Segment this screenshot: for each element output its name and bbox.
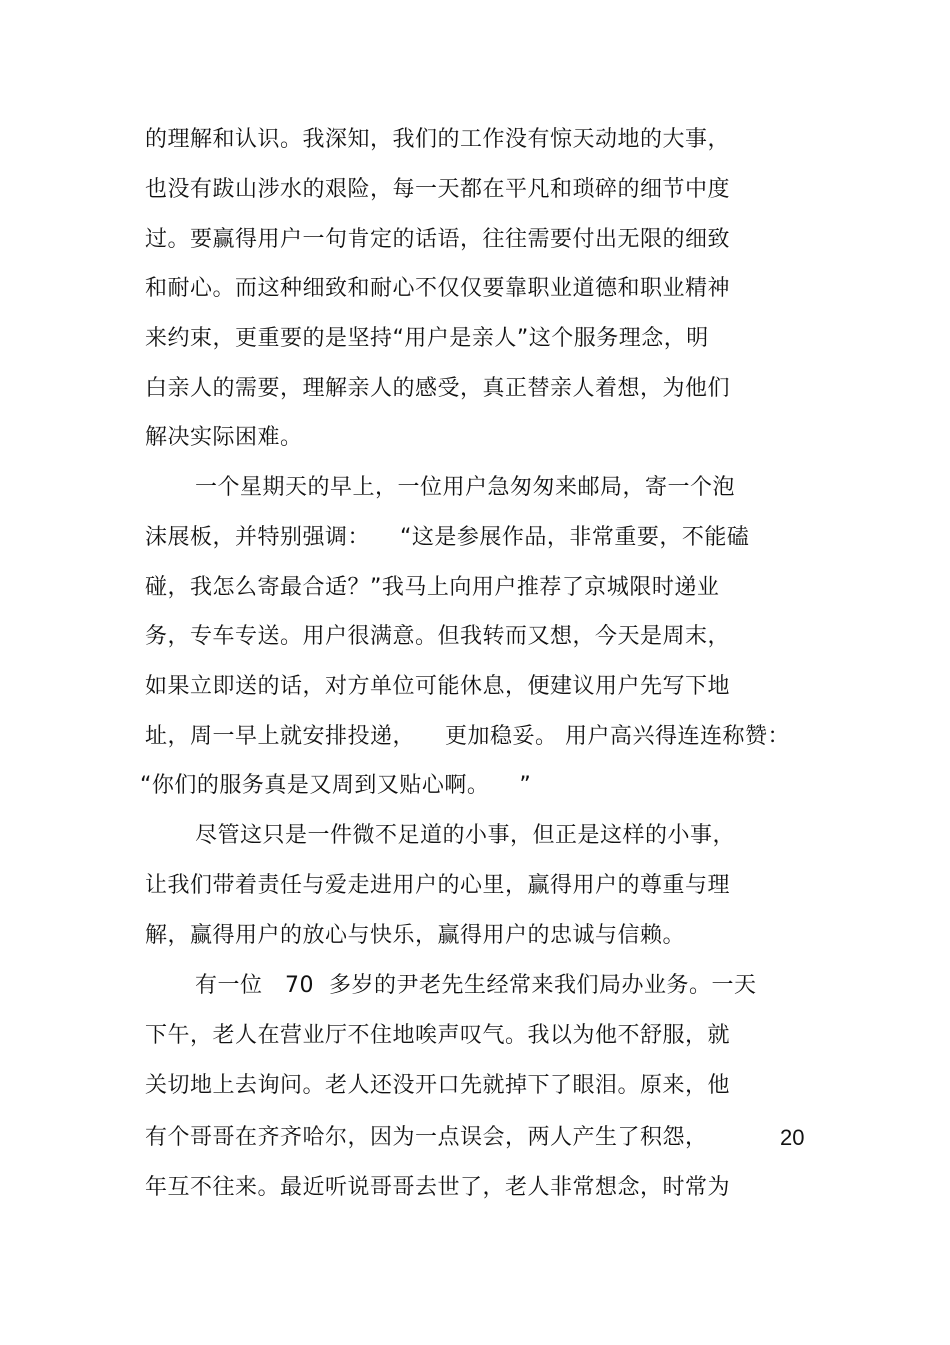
- text-line: 如果立即送的话，对方单位可能休息，便建议用户先写下地: [145, 674, 731, 699]
- text-line: 白亲人的需要，理解亲人的感受，真正替亲人着想，为他们: [145, 376, 731, 401]
- text-line: 有个哥哥在齐齐哈尔，因为一点误会，两人产生了积怨，: [145, 1125, 708, 1150]
- text-line: 下午，老人在营业厅不住地唉声叹气。我以为他不舒服，就: [145, 1023, 731, 1048]
- text-line: “你们的服务真是又周到又贴心啊。 ”: [140, 773, 532, 798]
- text-line: 沫展板，并特别强调： “这是参展作品，非常重要，不能磕: [145, 525, 750, 550]
- text-line: 让我们带着责任与爱走进用户的心里，赢得用户的尊重与理: [145, 873, 731, 898]
- text-line: 年互不往来。最近听说哥哥去世了，老人非常想念，时常为: [145, 1175, 731, 1200]
- text-line: 和耐心。而这种细致和耐心不仅仅要靠职业道德和职业精神: [145, 276, 731, 301]
- text-line: 址，周一早上就安排投递， 更加稳妥。 用户高兴得连连称赞：: [145, 724, 790, 749]
- text-line: 关切地上去询问。老人还没开口先就掉下了眼泪。原来，他: [145, 1073, 731, 1098]
- paragraph-start-line: 一个星期天的早上，一位用户急匆匆来邮局，寄一个泡: [195, 475, 736, 500]
- paragraph-start-line: 尽管这只是一件微不足道的小事，但正是这样的小事，: [195, 823, 736, 848]
- text-line: 的理解和认识。我深知，我们的工作没有惊天动地的大事，: [145, 127, 731, 152]
- text-line: 务，专车专送。用户很满意。但我转而又想，今天是周末，: [145, 624, 731, 649]
- paragraph-start-line: 有一位 70 多岁的尹老先生经常来我们局办业务。一天: [195, 973, 757, 998]
- text-line: 碰，我怎么寄最合适？”我马上向用户推荐了京城限时递业: [145, 575, 720, 600]
- text-line: 也没有跋山涉水的艰险，每一天都在平凡和琐碎的细节中度: [145, 177, 731, 202]
- text-line: 过。要赢得用户一句肯定的话语，往往需要付出无限的细致: [145, 227, 731, 252]
- text-line: 来约束，更重要的是坚持“用户是亲人”这个服务理念，明: [145, 326, 709, 351]
- text-line: 解，赢得用户的放心与快乐，赢得用户的忠诚与信赖。: [145, 923, 686, 948]
- trailing-number: 20: [780, 1125, 805, 1150]
- text-line: 解决实际困难。: [145, 425, 303, 450]
